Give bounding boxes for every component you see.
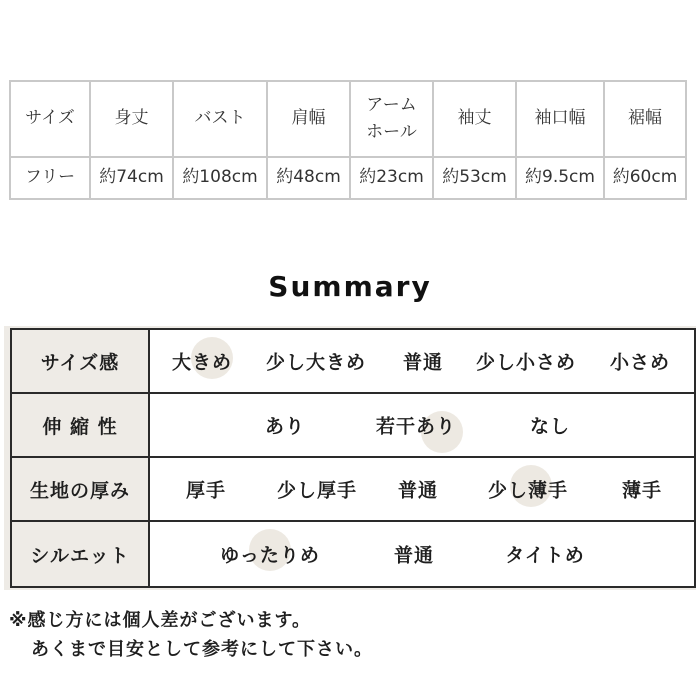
option-size-feel-4: 少し小さめ <box>475 351 577 374</box>
summary-title: Summary <box>268 270 432 303</box>
option-size-feel-5: 小さめ <box>609 351 671 374</box>
option-thickness-2: 少し厚手 <box>276 479 358 502</box>
option-stretch-1: あり <box>264 415 306 438</box>
size-table-value-row <box>10 157 686 199</box>
header-hem-width: 裾幅 <box>604 81 686 157</box>
summary-table <box>10 328 696 588</box>
summary-label-silhouette: シルエット <box>12 522 150 586</box>
disclaimer-note <box>9 606 373 664</box>
option-silhouette-3: タイトめ <box>505 544 585 567</box>
size-table <box>9 80 687 200</box>
header-armhole: アーム ホール <box>350 81 433 157</box>
option-stretch-3: なし <box>529 415 571 438</box>
summary-row-silhouette <box>12 522 694 586</box>
option-thickness-5: 薄手 <box>621 479 663 502</box>
option-size-feel-3: 普通 <box>402 351 444 374</box>
summary-row-thickness <box>12 458 694 522</box>
header-shoulder: 肩幅 <box>267 81 350 157</box>
size-table-header-row <box>10 81 686 157</box>
header-size: サイズ <box>10 81 90 157</box>
value-bust: 約108cm <box>173 157 267 199</box>
note-line-1: ※感じ方には個人差がございます。 <box>9 610 312 631</box>
summary-label-stretch: 伸 縮 性 <box>12 394 150 456</box>
note-line-2: あくまで目安として参考にして下さい。 <box>31 639 373 660</box>
header-sleeve-length: 袖丈 <box>433 81 516 157</box>
value-length: 約74cm <box>90 157 173 199</box>
header-cuff-width: 袖口幅 <box>516 81 604 157</box>
option-size-feel-2: 少し大きめ <box>265 351 367 374</box>
header-bust: バスト <box>173 81 267 157</box>
value-hem-width: 約60cm <box>604 157 686 199</box>
header-length: 身丈 <box>90 81 173 157</box>
option-stretch-2: 若干あり <box>375 415 457 438</box>
option-thickness-3: 普通 <box>397 479 439 502</box>
value-armhole: 約23cm <box>350 157 433 199</box>
value-size: フリー <box>10 157 90 199</box>
option-size-feel-1: 大きめ <box>171 351 233 374</box>
value-cuff-width: 約9.5cm <box>516 157 604 199</box>
option-silhouette-1: ゆったりめ <box>220 544 320 567</box>
summary-row-stretch <box>12 394 694 458</box>
option-silhouette-2: 普通 <box>393 544 435 567</box>
value-shoulder: 約48cm <box>267 157 350 199</box>
summary-label-thickness: 生地の厚み <box>12 458 150 520</box>
option-thickness-4: 少し薄手 <box>487 479 569 502</box>
summary-row-size-feel <box>12 330 694 394</box>
summary-box <box>4 326 696 590</box>
option-thickness-1: 厚手 <box>185 479 227 502</box>
value-sleeve-length: 約53cm <box>433 157 516 199</box>
summary-label-size-feel: サイズ感 <box>12 330 150 392</box>
